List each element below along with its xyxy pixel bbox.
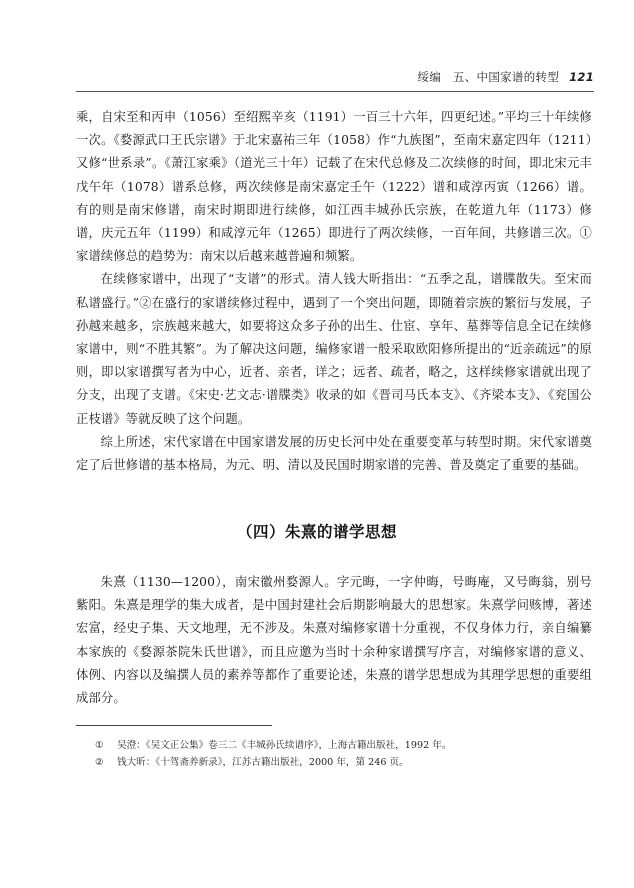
paragraph-branch-genealogy: 在续修家谱中，出现了“支谱”的形式。清人钱大昕指出：“五季之乱，谱牒散失。至宋而私谱盛行。”②在盛行的家谱续修过程中，遇到了一个突出问题，即随着宗族的繁衍与发展，子孙越来越多，宗族越来越大，如要将这众多子孙的出生、仕宦、享年、墓葬等信息全记在续修家谱中，则“不胜其繁”。为了解决这问题，编修家谱一般采取欧阳修所提出的“近亲疏远”的原则，即以家谱撰写者为中心，近者、亲者，详之；远者、疏者，略之，这样续修家谱就出现了分支，出现了支谱。《宋史·艺文志·谱牒类》收录的如《晋司马氏本支》、《齐梁本支》、《兖国公正枝谱》等就反映了这个问题。 — [76, 272, 592, 426]
section-text — [76, 571, 592, 710]
footnote-marker: ② — [95, 757, 104, 768]
footnote-text: 吴澄：《吴文正公集》卷三二《丰城孙氏续谱序》，上海古籍出版社，1992 年。 — [117, 740, 452, 751]
footnote-1 — [95, 737, 592, 754]
footnote-rule — [76, 725, 272, 726]
running-header — [418, 69, 594, 85]
header-rule — [76, 91, 594, 92]
footnote-text: 钱大昕：《十驾斋养新录》，江苏古籍出版社，2000 年，第 246 页。 — [117, 757, 409, 768]
main-text — [76, 106, 592, 477]
footnotes — [95, 737, 592, 771]
page-number: 121 — [569, 70, 594, 84]
paragraph-summary: 综上所述，宋代家谱在中国家谱发展的历史长河中处在重要变革与转型时期。宋代家谱奠定了后世修谱的基本格局，为元、明、清以及民国时期家谱的完善、普及奠定了重要的基础。 — [76, 434, 592, 473]
section-heading: （四）朱熹的谱学思想 — [236, 523, 397, 541]
paragraph-continued: 乘，自宋至和丙申（1056）至绍熙辛亥（1191）一百三十六年，四更纪述。”平均三十年续修一次。《婺源武口王氏宗谱》于北宋嘉祐三年（1058）作“九族图”，至南宋嘉定四年（1211）又修“世系录”。《萧江家乘》（道光三十年）记载了在宋代总修及二次续修的时间，即北宋元丰戊午年（1078）谱系总修，两次续修是南宋嘉定壬午（1222）谱和咸淳丙寅（1266）谱。有的则是南宋修谱，南宋时期即进行续修，如江西丰城孙氏宗族，在乾道九年（1173）修谱，庆元五年（1199）和咸淳元年（1265）即进行了两次续修，一百年间，共修谱三次。①家谱续修总的趋势为：南宋以后越来越普遍和频繁。 — [76, 110, 592, 264]
running-title: 绥编 五、中国家谱的转型 — [417, 70, 560, 84]
footnote-2 — [95, 754, 592, 771]
paragraph-zhu-xi: 朱熹（1130—1200），南宋徽州婺源人。字元晦，一字仲晦，号晦庵，又号晦翁，别号紫阳。朱熹是理学的集大成者，是中国封建社会后期影响最大的思想家。朱熹学问赅博，著述宏富，经史子集、天文地理，无不涉及。朱熹对编修家谱十分重视，不仅身体力行，亲自编纂本家族的《婺源茶院朱氏世谱》，而且应邀为当时十余种家谱撰写序言，对编修家谱的意义、体例、内容以及编撰人员的素养等都作了重要论述，朱熹的谱学思想成为其理学思想的重要组成部分。 — [76, 575, 592, 706]
footnote-marker: ① — [95, 740, 104, 751]
